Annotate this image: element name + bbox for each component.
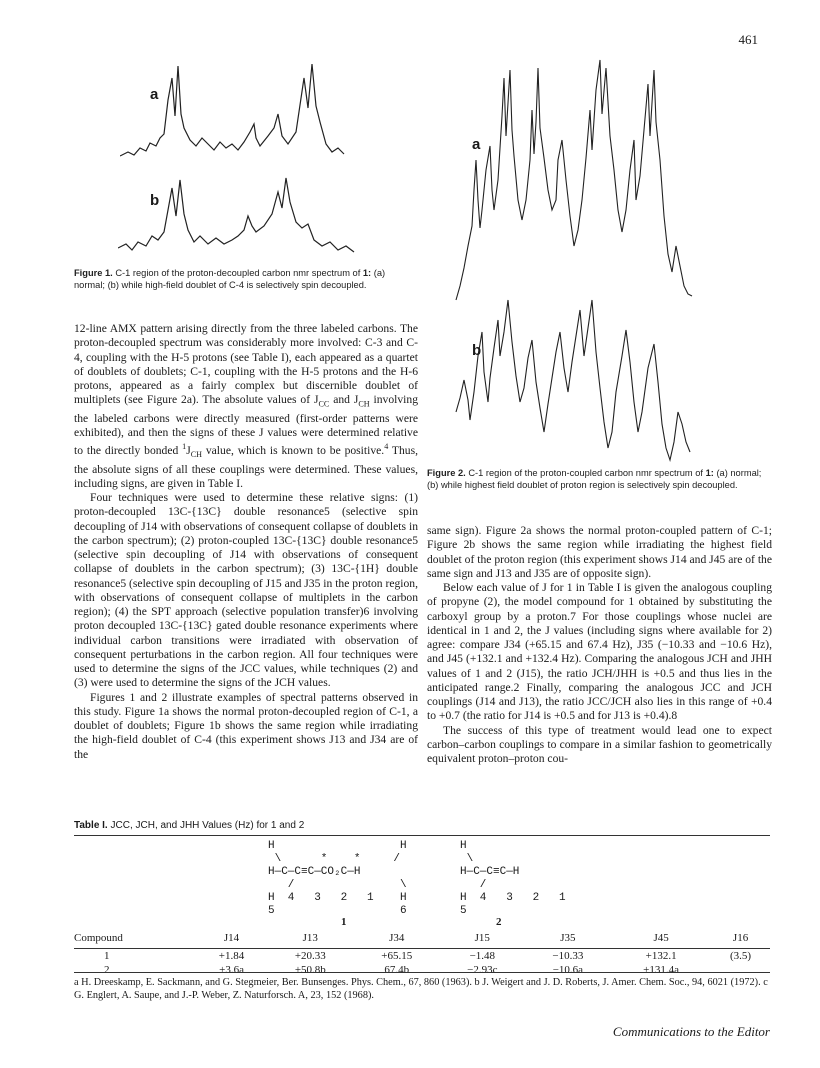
table-header-cell: Compound [74,932,123,944]
table-header-cell: J13 [302,932,318,944]
table-cell: 2 [104,964,110,976]
right-column-text [427,524,772,766]
table-cell: −10.6a [552,964,584,976]
journal-footer: Communications to the Editor [612,1024,770,1039]
figure1-caption-compound: 1: [362,268,372,278]
structure-label-1: 1 [341,916,347,928]
table-header-cell: J45 [653,932,669,944]
figure2-label-a: a [472,136,481,153]
left-column-text [74,322,418,762]
table-header-cell: J34 [389,932,405,944]
table-row [74,963,770,977]
table-cell: +132.1 [645,950,677,962]
figure1-caption [74,268,414,291]
figure1-spectrum-a [120,58,410,178]
page-number: 461 [738,32,758,47]
structure-compound-2: H \ H—C—C≡C—H / H 4 3 2 1 5 [460,840,566,917]
structure-compound-1: H H \ * * / H—C—C≡C—CO₂C—H / \ H 4 3 2 1 H 5 6 [268,840,407,917]
table-header-cell: J14 [223,932,240,944]
right-paragraph-3: The success of this type of treatment would lead one to expect carbon–carbon couplings to compare in a similar fashion to geometrically equivalent proton–proton cou- [427,723,772,765]
table-cell: +3.6a [219,964,244,976]
table-cell: −1.48 [469,950,496,962]
figure2-caption-text: C-1 region of the proton-coupled carbon nmr spectrum of [468,468,703,478]
table-header-cell: J16 [732,932,749,944]
figure1-caption-text: C-1 region of the proton-decoupled carbon nmr spectrum of [115,268,361,278]
table-cell [711,963,770,977]
table-title [74,820,304,831]
figure2-caption-compound: 1: [705,468,714,478]
right-paragraph-1: same sign). Figure 2a shows the normal proton-coupled pattern of C-1; Figure 2b shows the same region while irradiating the highest field doublet of the proton region (this experiment shows J14 and J45 are of the same sign and J13 and J35 are of opposite sign). [427,524,772,580]
table-title-text: JCC, JCH, and JHH Values (Hz) for 1 and 2 [110,820,305,831]
figure2-caption-rest: (a) normal; (b) while highest field doublet of proton region is selectively spin decoupled. [427,468,762,490]
figure2-caption-label: Figure 2. [427,468,466,478]
figure2-spectrum-b [452,292,752,462]
figure2-spectrum-a [452,50,752,310]
table-cell: +131.4a [643,964,680,976]
table-cell: +20.33 [294,950,326,962]
figure2-caption [427,468,772,491]
table-header-cell: J15 [474,932,490,944]
table-top-rule [74,835,770,836]
table-row [74,949,770,964]
figure1-spectrum-b [118,170,408,270]
table-cell: +1.84 [218,950,245,962]
figure1-label-b: b [150,192,160,209]
table-header-row [74,930,770,949]
figure1-label-a: a [150,86,159,103]
table-cell: 1 [104,950,110,962]
left-paragraph-1: 12-line AMX pattern arising directly from the three labeled carbons. The proton-decoupled spectrum was considerably more involved: C-3 and C-4, coupling with the H-5 protons (see Table I), each appeared as a quartet of doublets of doublets; C-1, coupling with the H-5 protons and the H-6 protons, appeared as a fairly complex but discernible doublet of multiplets (see Figure 2a). The absolute values of $J_{CC}$ and $J_{CH}$ involving the labeled carbons were directly measured (first-order patterns were exhibited), and then the signs of these J values were determined relative to the directly bonded $^1J_{CH}$ value, which is known to be positive.$^4$ Thus, the absolute signs of all these couplings were determined. These values, including signs, are given in Table I. [74,322,418,490]
table-bottom-rule [74,972,770,973]
table-cell: +65.15 [381,950,413,962]
table-cell: (3.5) [730,950,752,962]
figure1-caption-rest: (a) normal; (b) while high-field doublet of C-4 is selectively spin decoupled. [74,268,386,290]
coupling-table [74,930,770,977]
table-cell: −2.93c [467,964,498,976]
left-paragraph-3: Figures 1 and 2 illustrate examples of spectral patterns observed in this study. Figure 1a shows the normal proton-decoupled region of C-1, a doublet of doublets; Figure 1b shows the same region while irradiating the high-field doublet of C-4 (this experiment shows J13 and J34 are of the [74,690,418,761]
figure2-label-b: b [472,342,482,359]
right-paragraph-2: Below each value of J for 1 in Table I is given the analogous coupling of propyne (2), the model compound for 1 obtained by substituting the carboxyl group by a proton.7 For those couplings whose nuclei are identical in 1 and 2, the J values (including signs where available for 2) agree: compare J34 (+65.15 and 67.4 Hz), J35 (−10.33 and −10.6 Hz), and J45 (+132.1 and +132.4 Hz). Comparing the analogous JCH and JHH values of 1 and 2 (J15), the ratio JCH/JHH is +0.5 and thus lies in the anticipated range.2 Finally, comparing the analogous JCC and JCH couplings (J14 and J13), the ratio JCC/JCH also lies in this range of +0.4 to +0.7 (the ratio for J14 is +0.5 and for J13 is +0.4).8 [427,581,772,723]
table-footnotes: a H. Dreeskamp, E. Sackmann, and G. Stegmeier, Ber. Bunsenges. Phys. Chem., 67, 860 (1963). b J. Weigert and J. D. Roberts, J. Amer. Chem. Soc., 94, 6021 (1972). c G. Englert, A. Saupe, and J.-P. Weber, Z. Naturforsch. A, 23, 152 (1968). [74,977,768,1001]
table-cell: +50.8b [294,964,326,976]
table-header-cell: J35 [560,932,576,944]
structure-label-2: 2 [496,916,502,928]
table-title-label: Table I. [74,820,108,831]
table-cell: 67.4b [384,964,410,976]
left-paragraph-2: Four techniques were used to determine these relative signs: (1) proton-decoupled 13C-{13C} double resonance5 (selective spin decoupling of J14 with observations of consequent collapse of doublets in the carbon spectrum); (2) proton-coupled 13C-{13C} double resonance5 (selective spin decoupling of J14 with observations of consequent collapse of doublets in the carbon spectrum); (3) 13C-{1H} double resonance5 (selective spin decoupling of J15 and J35 in the proton region, with observations of consequent collapse of multiplets in the carbon region); (4) the SPT approach (selective population transfer)6 involving proton decoupled 13C-{13C} gated double resonance experiments where individual carbon transitions were irradiated with observation of consequent perturbations in the carbon region. All four techniques were used to determine the signs of the JCC values, while techniques (2) and (3) were used to determine the signs of the JCH values. [74,491,418,690]
table-cell: −10.33 [552,950,584,962]
figure1-caption-label: Figure 1. [74,268,113,278]
